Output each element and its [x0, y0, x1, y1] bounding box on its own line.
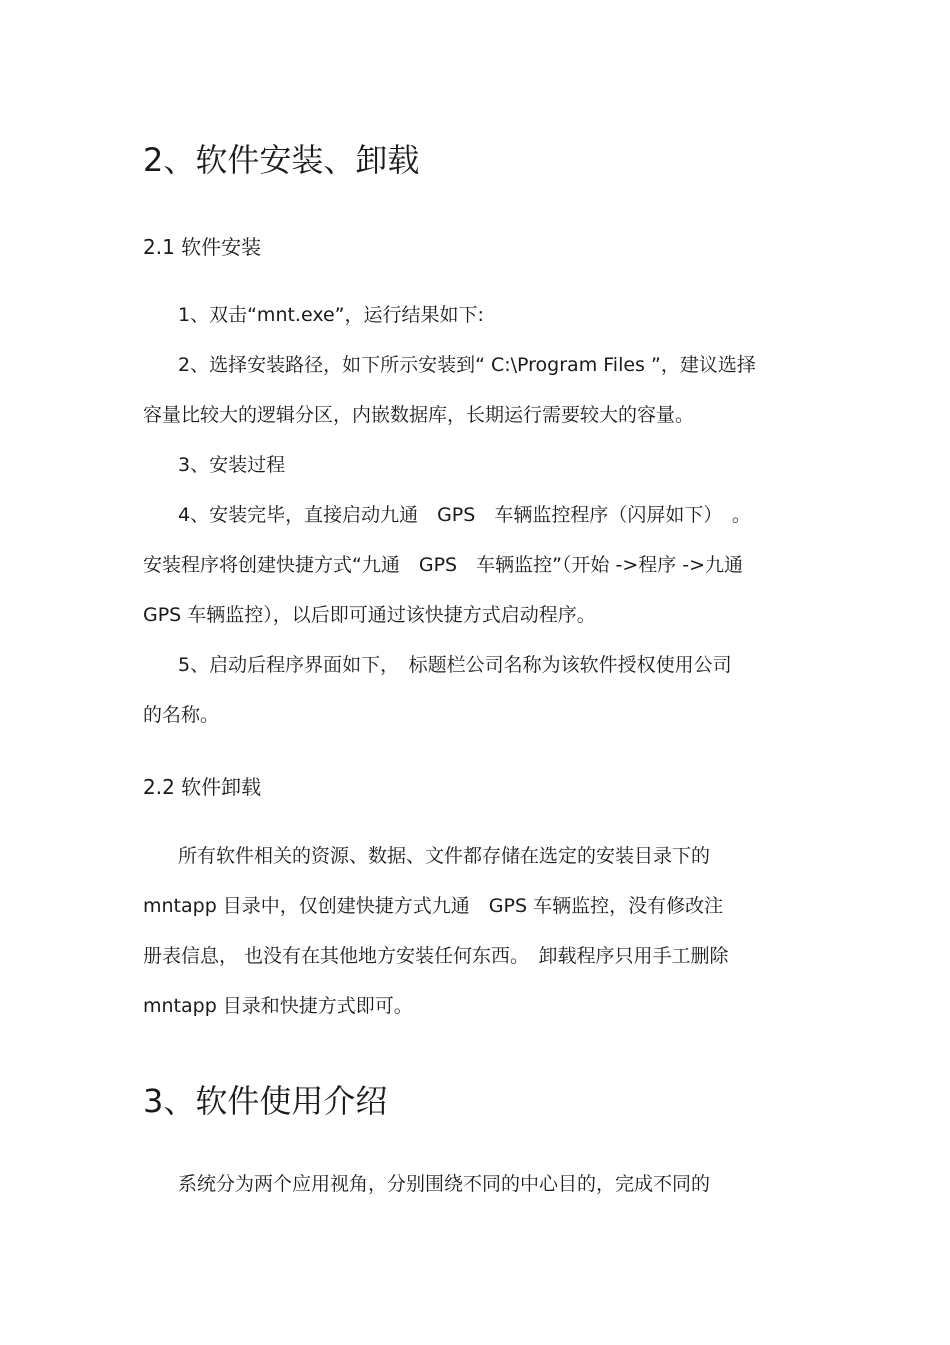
paragraph-line: 册表信息， 也没有在其他地方安装任何东西。 卸载程序只用手工删除: [143, 945, 729, 967]
paragraph-line: 4、安装完毕，直接启动九通 GPS 车辆监控程序（闪屏如下） 。: [178, 504, 751, 526]
paragraph-line: GPS 车辆监控），以后即可通过该快捷方式启动程序。: [143, 604, 596, 626]
section-2-heading: 2、软件安装、卸载: [143, 141, 420, 179]
paragraph-line: 系统分为两个应用视角，分别围绕不同的中心目的，完成不同的: [178, 1173, 711, 1195]
paragraph-line: 1、双击“mnt.exe”，运行结果如下:: [178, 304, 484, 326]
paragraph-line: 3、安装过程: [178, 454, 286, 476]
paragraph-line: 5、启动后程序界面如下， 标题栏公司名称为该软件授权使用公司: [178, 654, 732, 676]
paragraph-line: mntapp 目录和快捷方式即可。: [143, 995, 413, 1017]
paragraph-line: 所有软件相关的资源、数据、文件都存储在选定的安装目录下的: [178, 845, 711, 867]
section-2-2-heading: 2.2 软件卸载: [143, 775, 262, 799]
paragraph-line: mntapp 目录中，仅创建快捷方式九通 GPS 车辆监控，没有修改注: [143, 895, 724, 917]
section-3-heading: 3、软件使用介绍: [143, 1082, 388, 1120]
paragraph-line: 容量比较大的逻辑分区，内嵌数据库，长期运行需要较大的容量。: [143, 404, 695, 426]
paragraph-line: 2、选择安装路径，如下所示安装到“ C:\Program Files ”，建议选择: [178, 354, 756, 376]
paragraph-line: 的名称。: [143, 704, 220, 726]
paragraph-line: 安装程序将创建快捷方式“九通 GPS 车辆监控”（开始 ->程序 ->九通: [143, 554, 744, 576]
section-2-1-heading: 2.1 软件安装: [143, 235, 262, 259]
